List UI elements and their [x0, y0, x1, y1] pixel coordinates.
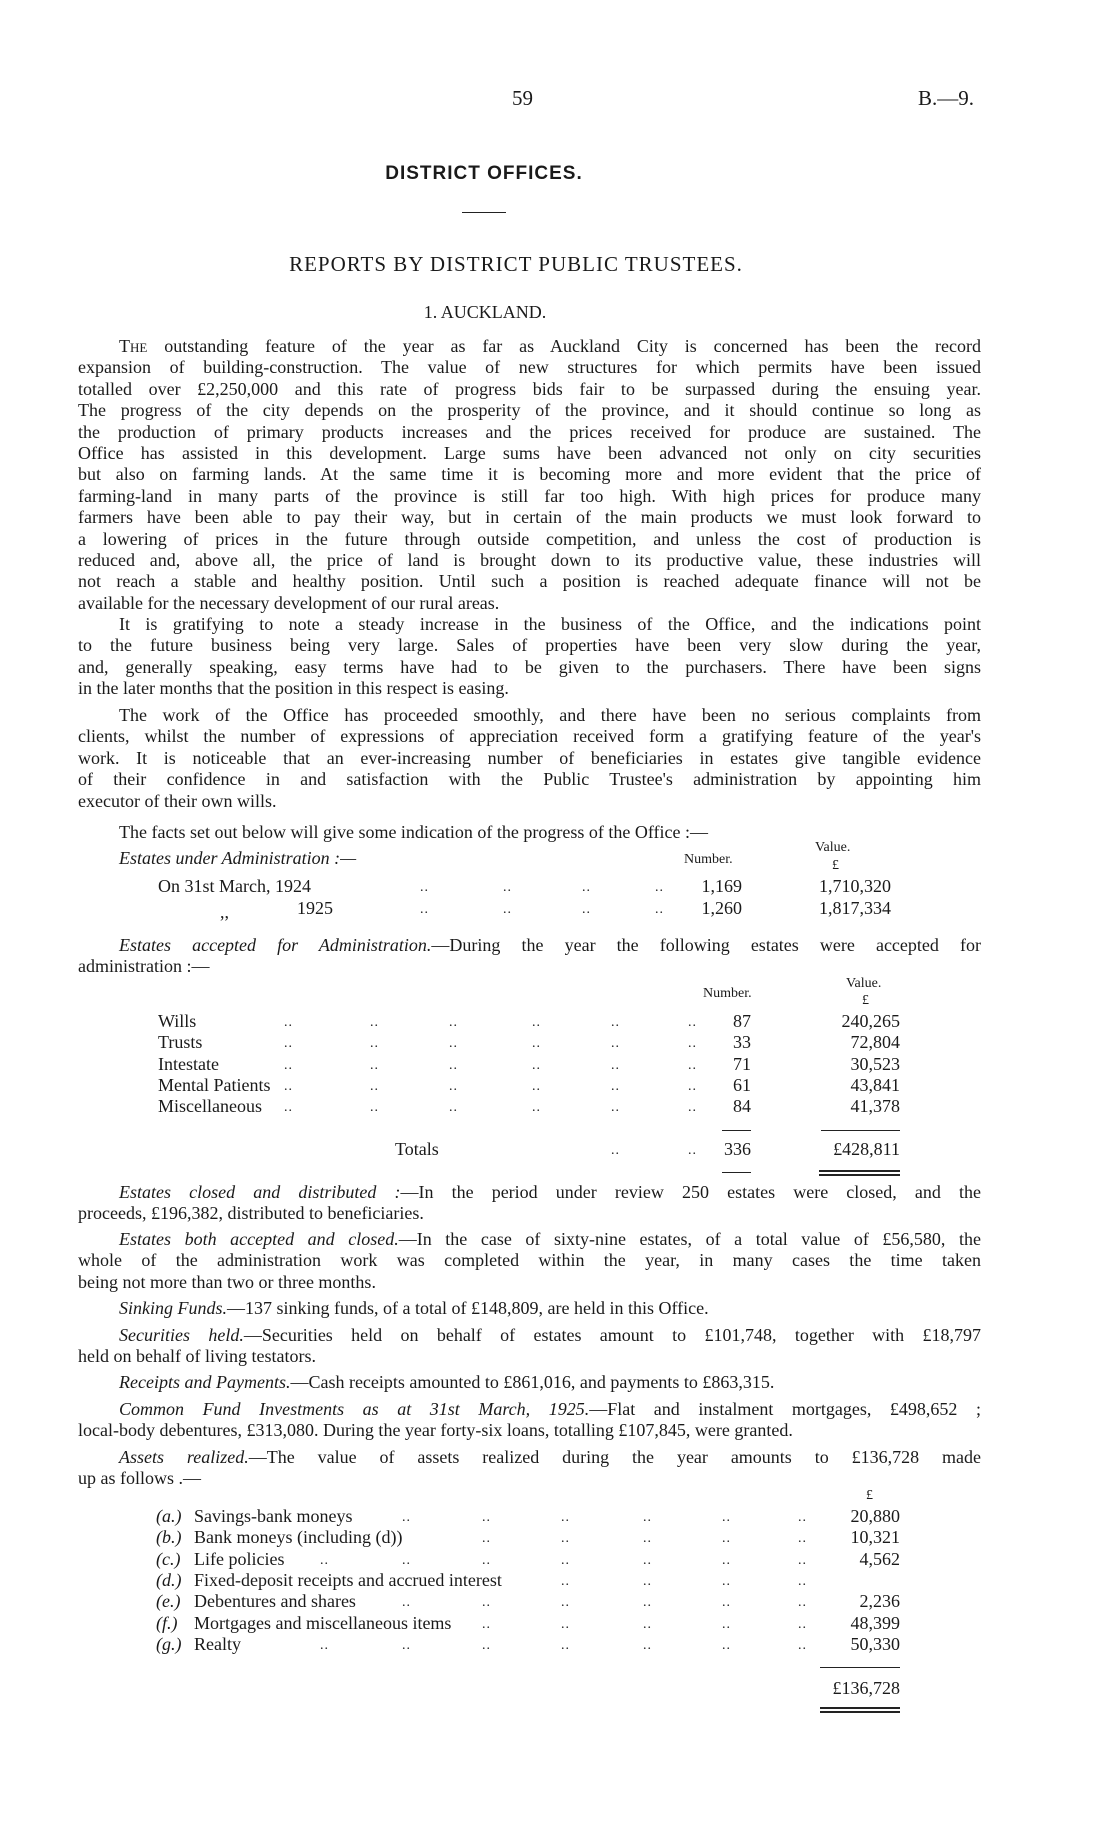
text-line: [78, 726, 981, 747]
subtotal-rule: [820, 1667, 900, 1668]
line-text: The progress of the city depends on the prosperity of the province, and it should continue so long as: [78, 400, 981, 421]
line-text: —During the year the following estates were accepted for: [431, 935, 981, 955]
row-label: Fixed-deposit receipts and accrued interest: [194, 1569, 502, 1590]
leader-dots: ..: [449, 1057, 458, 1073]
leader-dots: ..: [643, 1616, 652, 1632]
row-number: 1,260: [701, 898, 742, 918]
row-number: 61: [733, 1074, 751, 1095]
line-text: being not more than two or three months.: [78, 1271, 376, 1292]
row-label: On 31st March, 1924: [158, 876, 311, 896]
leader-dots: ..: [284, 1078, 293, 1094]
row-label: Wills: [158, 1011, 197, 1031]
total-value: £136,728: [832, 1678, 900, 1698]
line-text: to the future business being very large. Sales of properties have been very slow during the year,: [78, 635, 981, 656]
text-line: [78, 678, 981, 699]
leader-dots: ..: [561, 1595, 570, 1611]
text-line: [78, 791, 981, 812]
line-text: clients, whilst the number of expressions of appreciation received form a gratifying feature of the year's: [78, 726, 981, 747]
text-line: [78, 1372, 981, 1393]
leader-dots: ..: [284, 1015, 293, 1030]
leader-dots: ..: [798, 1573, 807, 1589]
leader-dots: ..: [688, 1078, 697, 1094]
leader-dots: ..: [611, 1036, 620, 1052]
paragraph: [78, 1229, 981, 1293]
leader-dots: ..: [611, 1078, 620, 1094]
leader-dots: ..: [561, 1552, 570, 1568]
row-value: 30,523: [850, 1053, 900, 1074]
leader-dots: ..: [370, 1015, 379, 1030]
row-label: Savings-bank moneys: [194, 1506, 353, 1526]
leader-dots: ..: [798, 1552, 807, 1568]
row-label: Miscellaneous: [158, 1096, 262, 1117]
leader-dots: ..: [561, 1637, 570, 1653]
leader-dots: ..: [611, 1100, 620, 1116]
text-line: [78, 635, 981, 656]
line-text: a lowering of prices in the future through outside competition, and unless the cost of production is: [78, 528, 981, 549]
leader-dots: ..: [284, 1100, 293, 1116]
line-text: farming-land in many parts of the province is still far too high. With high prices for produce many: [78, 485, 981, 506]
row-label: Intestate: [158, 1053, 219, 1074]
leader-dots: ..: [688, 1143, 697, 1158]
line-text: reduced and, above all, the price of land is brought down to its productive value, these industries will: [78, 549, 981, 570]
row-label: Bank moneys (including (d)): [194, 1527, 403, 1548]
column-header-value: Value.: [815, 840, 851, 855]
leader-dots: ..: [532, 1036, 541, 1052]
line-text: executor of their own wills.: [78, 790, 277, 811]
text-line: [78, 614, 981, 635]
line-text: administration :—: [78, 956, 210, 977]
paragraph-lead: Assets realized.: [119, 1447, 249, 1467]
text-line: [78, 486, 981, 507]
leader-dots: ..: [655, 880, 664, 895]
text-line: [78, 1325, 981, 1346]
line-text: whole of the administration work was completed within the year, in many cases the time taken: [78, 1250, 981, 1271]
line-text: expansion of building-construction. The value of new structures for which permits have been issued: [78, 357, 981, 378]
text-line: [78, 1447, 981, 1468]
line-text: —Flat and instalment mortgages, £498,652 ;: [589, 1399, 981, 1419]
leader-dots: ..: [532, 1057, 541, 1073]
text-line: [78, 1346, 981, 1367]
leader-dots: ..: [370, 1036, 379, 1052]
text-line: [78, 1298, 981, 1319]
text-line: [78, 593, 981, 614]
paragraph-lead: Estates both accepted and closed.: [119, 1229, 399, 1249]
row-label: 1925: [297, 898, 333, 918]
column-header-number: Number.: [684, 852, 733, 867]
leader-dots: ..: [611, 1015, 620, 1030]
row-value: 2,236: [859, 1591, 900, 1612]
section-heading: 1. AUCKLAND.: [423, 302, 547, 322]
total-double-rule: [819, 1170, 900, 1176]
leader-dots: ..: [722, 1573, 731, 1589]
row-number: 71: [733, 1053, 751, 1074]
paragraph-lead: The: [119, 336, 148, 356]
row-value: 20,880: [850, 1506, 900, 1526]
leader-dots: ..: [643, 1637, 652, 1653]
paragraph: [78, 1298, 981, 1319]
paragraph: [78, 336, 981, 614]
paragraph-lead: Sinking Funds.: [119, 1298, 227, 1318]
text-line: [78, 769, 981, 790]
total-value: £428,811: [833, 1139, 900, 1159]
leader-dots: ..: [798, 1637, 807, 1653]
page-title: DISTRICT OFFICES.: [385, 163, 583, 184]
leader-dots: ..: [449, 1036, 458, 1052]
row-value: 50,330: [850, 1633, 900, 1654]
leader-dots: ..: [402, 1595, 411, 1611]
line-text: farmers have been able to pay their way, but in certain of the main products we must look forward to: [78, 507, 981, 528]
leader-dots: ..: [643, 1595, 652, 1611]
leader-dots: ..: [320, 1637, 329, 1653]
text-line: [78, 1272, 981, 1293]
leader-dots: ..: [611, 1143, 620, 1158]
leader-dots: ..: [449, 1078, 458, 1094]
leader-dots: ..: [370, 1078, 379, 1094]
leader-dots: ..: [420, 902, 429, 917]
text-line: [78, 571, 981, 592]
total-double-rule: [820, 1707, 900, 1713]
row-value: 4,562: [859, 1548, 900, 1569]
leader-dots: ..: [722, 1510, 731, 1525]
line-text: and, generally speaking, easy terms have had to be given to the purchasers. There have been signs: [78, 656, 981, 677]
item-key: (d.): [156, 1569, 182, 1590]
leader-dots: ..: [402, 1552, 411, 1568]
column-header-value: Value.: [846, 976, 882, 991]
leader-dots: ..: [561, 1573, 570, 1589]
line-text: work. It is noticeable that an ever-increasing number of beneficiaries in estates give tangible evidence: [78, 747, 981, 768]
line-text: but also on farming lands. At the same time it is becoming more and more evident that the price of: [78, 464, 981, 485]
row-label: Debentures and shares: [194, 1591, 356, 1612]
ditto-mark: ,,: [220, 902, 229, 922]
paragraph: [78, 1325, 981, 1368]
leader-dots: ..: [722, 1616, 731, 1632]
line-text: up as follows .—: [78, 1468, 201, 1489]
row-value: 10,321: [850, 1527, 900, 1548]
text-line: [78, 1229, 981, 1250]
leader-dots: ..: [643, 1573, 652, 1589]
text-line: [78, 507, 981, 528]
text-line: [78, 422, 981, 443]
leader-dots: ..: [370, 1057, 379, 1073]
leader-dots: ..: [798, 1510, 807, 1525]
text-line: [78, 529, 981, 550]
leader-dots: ..: [561, 1510, 570, 1525]
paragraph: [78, 614, 981, 700]
row-number: 84: [733, 1096, 751, 1117]
line-text: in the later months that the position in this respect is easing.: [78, 678, 509, 699]
total-rule: [722, 1172, 751, 1173]
leader-dots: ..: [688, 1015, 697, 1030]
text-line: [78, 956, 981, 977]
leader-dots: ..: [482, 1510, 491, 1525]
leader-dots: ..: [722, 1637, 731, 1653]
line-text: It is gratifying to note a steady increase in the business of the Office, and the indications point: [119, 614, 981, 634]
line-text: —The value of assets realized during the year amounts to £136,728 made: [248, 1447, 981, 1467]
leader-dots: ..: [722, 1595, 731, 1611]
leader-dots: ..: [561, 1616, 570, 1632]
currency-symbol: £: [866, 1488, 873, 1503]
line-text: available for the necessary development of our rural areas.: [78, 592, 500, 613]
leader-dots: ..: [688, 1057, 697, 1073]
line-text: —137 sinking funds, of a total of £148,809, are held in this Office.: [227, 1298, 709, 1318]
leader-dots: ..: [582, 902, 591, 917]
row-value: 72,804: [850, 1032, 900, 1053]
row-value: 41,378: [850, 1096, 900, 1117]
leader-dots: ..: [655, 902, 664, 917]
line-text: The facts set out below will give some indication of the progress of the Office :—: [119, 822, 709, 842]
row-number: 1,169: [701, 876, 742, 896]
paragraph: [78, 1399, 981, 1442]
document-reference: B.—9.: [917, 86, 974, 110]
leader-dots: ..: [482, 1531, 491, 1547]
currency-symbol: £: [862, 993, 869, 1008]
leader-dots: ..: [722, 1531, 731, 1547]
title-divider: [462, 212, 506, 213]
leader-dots: ..: [370, 1100, 379, 1116]
line-text: The work of the Office has proceeded smoothly, and there have been no serious complaints from: [119, 705, 981, 725]
paragraph: [78, 705, 981, 812]
line-text: —In the period under review 250 estates were closed, and the: [400, 1182, 982, 1202]
text-line: [78, 935, 981, 956]
item-key: (b.): [156, 1527, 182, 1548]
text-line: [78, 1250, 981, 1271]
text-line: [78, 1182, 981, 1203]
line-text: totalled over £2,250,000 and this rate of progress bids fair to be surpassed during the ensuing year.: [78, 378, 981, 399]
item-key: (a.): [156, 1506, 182, 1526]
paragraph-lead: Estates accepted for Administration.: [119, 935, 432, 955]
leader-dots: ..: [643, 1510, 652, 1525]
column-header-number: Number.: [703, 986, 752, 1001]
text-line: [78, 1420, 981, 1441]
text-line: [78, 379, 981, 400]
leader-dots: ..: [532, 1015, 541, 1030]
row-value: 1,710,320: [819, 876, 891, 896]
subtotal-rule: [821, 1130, 900, 1131]
item-key: (g.): [156, 1633, 182, 1654]
paragraph-lead: Receipts and Payments.: [119, 1372, 291, 1392]
leader-dots: ..: [532, 1078, 541, 1094]
leader-dots: ..: [482, 1616, 491, 1632]
line-text: —Securities held on behalf of estates amount to £101,748, together with £18,797: [243, 1325, 981, 1345]
leader-dots: ..: [320, 1552, 329, 1568]
row-label: Realty: [194, 1633, 241, 1654]
row-value: 43,841: [850, 1074, 900, 1095]
paragraph: [78, 1447, 981, 1490]
leader-dots: ..: [722, 1552, 731, 1568]
leader-dots: ..: [449, 1015, 458, 1030]
subtotal-rule: [722, 1130, 751, 1131]
row-label: Mental Patients: [158, 1074, 271, 1095]
totals-label: Totals: [395, 1139, 439, 1159]
line-text: proceeds, £196,382, distributed to beneficiaries.: [78, 1203, 424, 1224]
text-line: [78, 1468, 981, 1489]
row-value: 1,817,334: [819, 898, 891, 918]
paragraph: [78, 1372, 981, 1393]
leader-dots: ..: [688, 1100, 697, 1116]
leader-dots: ..: [284, 1057, 293, 1073]
paragraph: [78, 1182, 981, 1225]
leader-dots: ..: [482, 1637, 491, 1653]
leader-dots: ..: [402, 1510, 411, 1525]
leader-dots: ..: [503, 902, 512, 917]
text-line: [78, 336, 981, 357]
paragraph-lead: Common Fund Investments as at 31st March, 1925.: [119, 1399, 590, 1419]
text-line: [78, 400, 981, 421]
leader-dots: ..: [582, 880, 591, 895]
item-key: (e.): [156, 1591, 181, 1612]
text-line: [78, 657, 981, 678]
text-line: [78, 443, 981, 464]
line-text: outstanding feature of the year as far as Auckland City is concerned has been the record: [147, 336, 981, 356]
text-line: [78, 464, 981, 485]
item-key: (f.): [156, 1612, 178, 1633]
leader-dots: ..: [798, 1595, 807, 1611]
text-line: [78, 705, 981, 726]
line-text: the production of primary products increases and the prices received for produce are sustained. The: [78, 421, 981, 442]
currency-symbol: £: [832, 858, 839, 873]
text-line: [78, 357, 981, 378]
row-value: 48,399: [850, 1612, 900, 1633]
leader-dots: ..: [482, 1552, 491, 1568]
row-label: Mortgages and miscellaneous items: [194, 1612, 452, 1633]
paragraph: [78, 935, 981, 978]
line-text: not reach a stable and healthy position. Until such a position is reached adequate finance will not be: [78, 571, 981, 592]
leader-dots: ..: [420, 880, 429, 895]
row-number: 33: [733, 1032, 751, 1053]
text-line: [78, 1203, 981, 1224]
text-line: [78, 1399, 981, 1420]
line-text: Office has assisted in this development. Large sums have been advanced not only on city securities: [78, 442, 981, 463]
text-line: [78, 550, 981, 571]
leader-dots: ..: [561, 1531, 570, 1547]
leader-dots: ..: [482, 1595, 491, 1611]
row-label: Trusts: [158, 1032, 203, 1053]
table-heading: Estates under Administration :—: [119, 848, 357, 868]
total-number: 336: [724, 1139, 751, 1159]
line-text: —In the case of sixty-nine estates, of a total value of £56,580, the: [398, 1229, 981, 1249]
leader-dots: ..: [402, 1637, 411, 1653]
row-number: 87: [733, 1011, 751, 1031]
leader-dots: ..: [643, 1552, 652, 1568]
paragraph-lead: Securities held.: [119, 1325, 244, 1345]
leader-dots: ..: [449, 1100, 458, 1116]
leader-dots: ..: [611, 1057, 620, 1073]
leader-dots: ..: [532, 1100, 541, 1116]
leader-dots: ..: [284, 1036, 293, 1052]
leader-dots: ..: [688, 1036, 697, 1052]
leader-dots: ..: [798, 1531, 807, 1547]
line-text: —Cash receipts amounted to £861,016, and payments to £863,315.: [290, 1372, 775, 1392]
item-key: (c.): [156, 1548, 181, 1569]
leader-dots: ..: [798, 1616, 807, 1632]
row-value: 240,265: [841, 1011, 900, 1031]
leader-dots: ..: [643, 1531, 652, 1547]
line-text: local-body debentures, £313,080. During the year forty-six loans, totalling £107,845, were granted.: [78, 1420, 793, 1441]
paragraph-lead: Estates closed and distributed :: [119, 1182, 401, 1202]
text-line: [78, 748, 981, 769]
page-number: 59: [512, 86, 533, 110]
line-text: held on behalf of living testators.: [78, 1346, 316, 1367]
section-subtitle: REPORTS BY DISTRICT PUBLIC TRUSTEES.: [289, 252, 743, 276]
row-label: Life policies: [194, 1548, 285, 1569]
line-text: of their confidence in and satisfaction with the Public Trustee's administration by appointing him: [78, 769, 981, 790]
leader-dots: ..: [503, 880, 512, 895]
